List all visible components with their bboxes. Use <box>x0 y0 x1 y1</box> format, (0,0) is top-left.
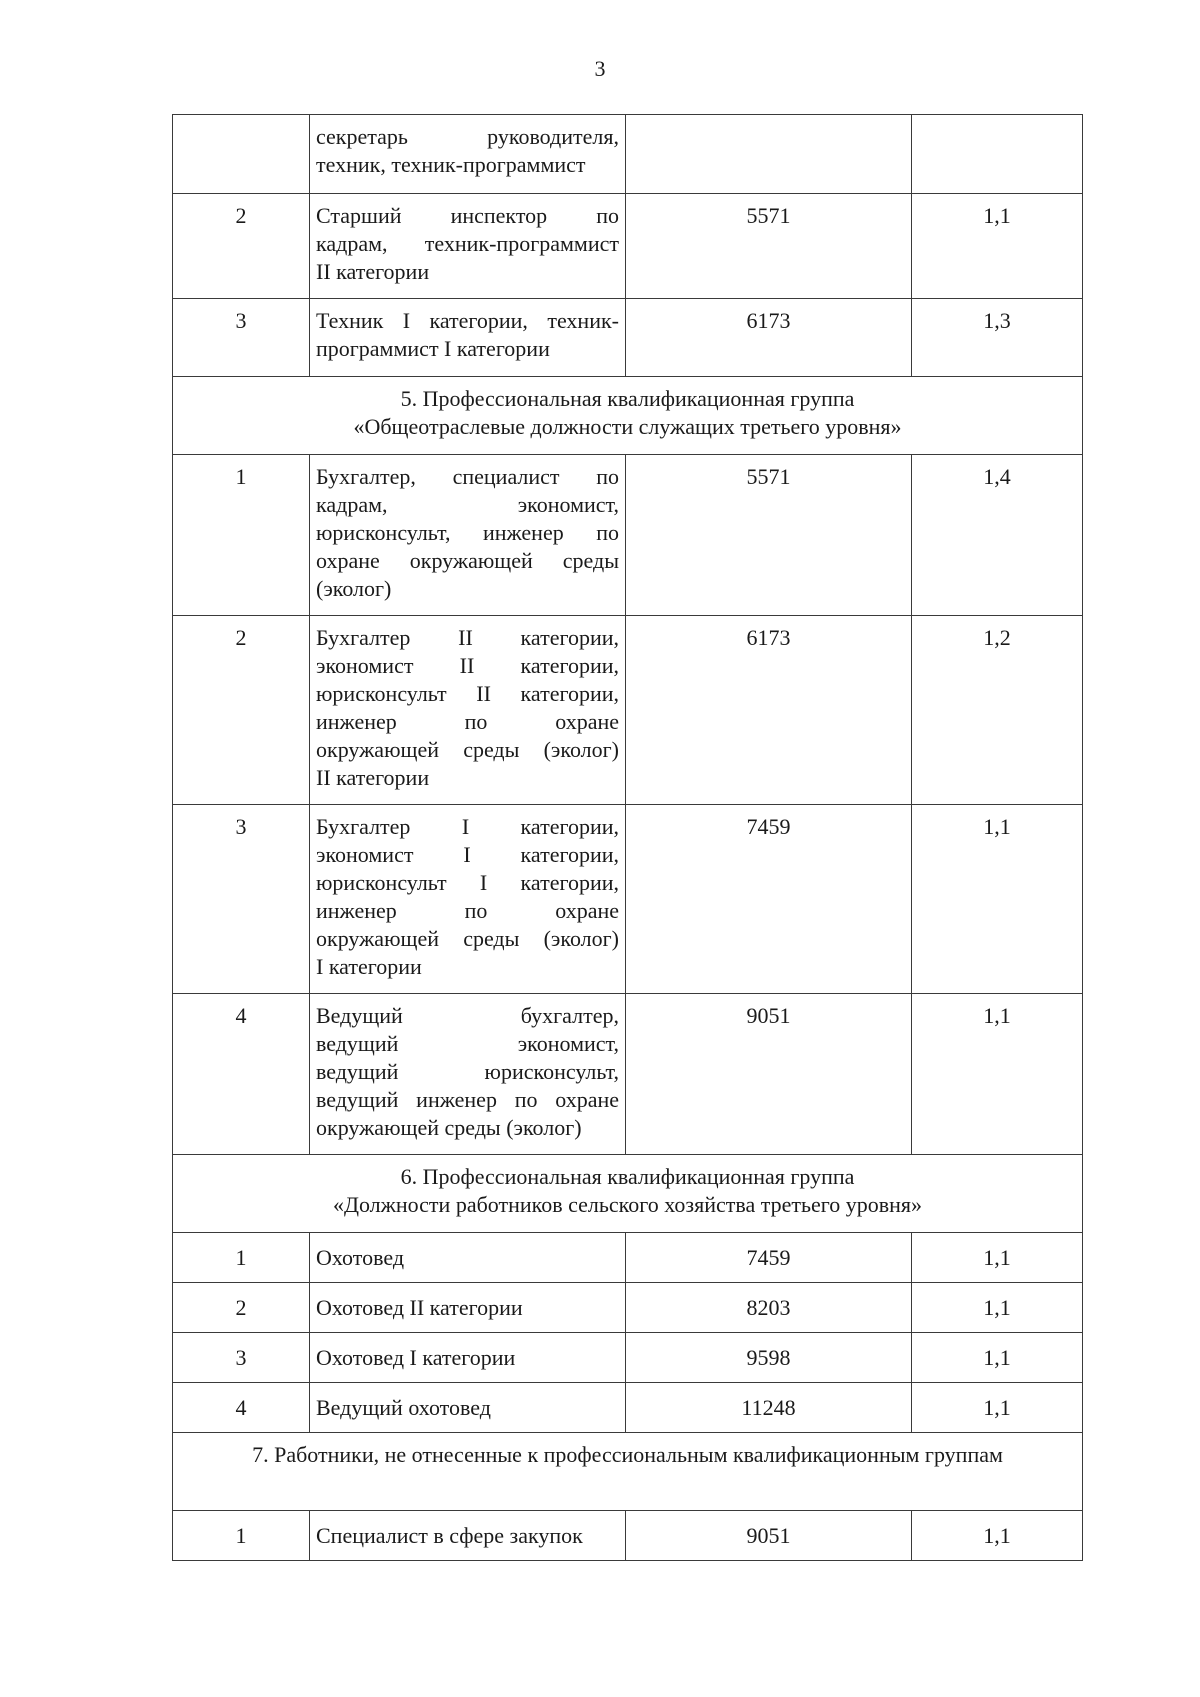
position-title-line: ведущий экономист, <box>316 1031 619 1056</box>
position-title-line: экономист I категории, <box>316 842 619 867</box>
coefficient <box>912 115 1083 194</box>
position-title-line: инженер по охране <box>316 709 619 734</box>
position-title-line: Бухгалтер II категории, <box>316 625 619 650</box>
position-title-line: кадрам, техник-программист <box>316 231 619 256</box>
position-title-line: Специалист в сфере закупок <box>316 1522 583 1548</box>
table-row <box>173 805 1083 994</box>
section-header-line: 6. Профессиональная квалификационная группа <box>400 1164 855 1189</box>
position-title <box>310 1233 626 1283</box>
coefficient: 1,1 <box>912 1233 1083 1283</box>
section-header-line: «Общеотраслевые должности служащих третьего уровня» <box>353 414 902 439</box>
row-number <box>173 115 310 194</box>
position-title-line: Бухгалтер, специалист по <box>316 464 619 489</box>
position-title-line: охране окружающей среды <box>316 548 619 573</box>
row-number: 1 <box>173 1511 310 1561</box>
row-number: 1 <box>173 455 310 616</box>
position-title-line: техник, техник-программист <box>316 152 586 177</box>
position-title <box>310 805 626 994</box>
row-number: 3 <box>173 299 310 377</box>
base-salary: 7459 <box>626 1233 912 1283</box>
base-salary: 9051 <box>626 994 912 1155</box>
position-title-line: экономист II категории, <box>316 653 619 678</box>
position-title <box>310 1333 626 1383</box>
table-row <box>173 115 1083 194</box>
position-title <box>310 1511 626 1561</box>
section-header-line: 5. Профессиональная квалификационная группа <box>400 386 855 411</box>
section-header-row <box>173 1155 1083 1233</box>
position-title-line: юрисконсульт II категории, <box>316 681 619 706</box>
table-row <box>173 994 1083 1155</box>
table-row <box>173 194 1083 299</box>
section-header <box>173 1155 1083 1233</box>
base-salary: 5571 <box>626 194 912 299</box>
position-title-line: инженер по охране <box>316 898 619 923</box>
section-header-line: «Должности работников сельского хозяйства третьего уровня» <box>332 1192 923 1217</box>
row-number: 2 <box>173 616 310 805</box>
position-title <box>310 994 626 1155</box>
coefficient: 1,4 <box>912 455 1083 616</box>
row-number: 3 <box>173 805 310 994</box>
page-number: 3 <box>594 56 606 81</box>
position-title-line: ведущий юрисконсульт, <box>316 1059 619 1084</box>
position-title-line: II категории <box>316 259 430 284</box>
position-title <box>310 616 626 805</box>
table-row <box>173 1333 1083 1383</box>
table-row <box>173 455 1083 616</box>
section-header <box>173 377 1083 455</box>
row-number: 2 <box>173 1283 310 1333</box>
section-header-line: 7. Работники, не отнесенные к профессиональным квалификационным группам <box>252 1442 1003 1467</box>
base-salary: 9598 <box>626 1333 912 1383</box>
table-row <box>173 1383 1083 1433</box>
position-title-line: Бухгалтер I категории, <box>316 814 619 839</box>
position-title-line: (эколог) <box>316 576 392 601</box>
position-title-line: II категории <box>316 765 430 790</box>
coefficient: 1,3 <box>912 299 1083 377</box>
position-title <box>310 299 626 377</box>
base-salary: 9051 <box>626 1511 912 1561</box>
table-row <box>173 1511 1083 1561</box>
table-row <box>173 299 1083 377</box>
position-title <box>310 1283 626 1333</box>
position-title <box>310 455 626 616</box>
section-header-row <box>173 377 1083 455</box>
section-header-row <box>173 1433 1083 1511</box>
row-number: 4 <box>173 994 310 1155</box>
position-title <box>310 1383 626 1433</box>
position-title-line: окружающей среды (эколог) <box>316 1115 582 1140</box>
position-title-line: окружающей среды (эколог) <box>316 737 619 762</box>
position-title-line: Ведущий бухгалтер, <box>316 1003 619 1028</box>
base-salary: 7459 <box>626 805 912 994</box>
base-salary: 6173 <box>626 299 912 377</box>
table-row <box>173 616 1083 805</box>
coefficient: 1,1 <box>912 1283 1083 1333</box>
position-title-line: юрисконсульт I категории, <box>316 870 619 895</box>
position-title-line: Охотовед II категории <box>316 1294 523 1320</box>
table-row <box>173 1233 1083 1283</box>
table-row <box>173 1283 1083 1333</box>
position-title-line: Охотовед <box>316 1244 405 1270</box>
base-salary: 8203 <box>626 1283 912 1333</box>
position-title-line: Ведущий охотовед <box>316 1394 491 1420</box>
row-number: 4 <box>173 1383 310 1433</box>
base-salary: 6173 <box>626 616 912 805</box>
row-number: 3 <box>173 1333 310 1383</box>
position-title-line: секретарь руководителя, <box>316 124 619 149</box>
position-title-line: Старший инспектор по <box>316 203 619 228</box>
position-title-line: программист I категории <box>316 336 550 361</box>
position-title-line: окружающей среды (эколог) <box>316 926 619 951</box>
base-salary: 5571 <box>626 455 912 616</box>
coefficient: 1,1 <box>912 994 1083 1155</box>
position-title-line: Техник I категории, техник- <box>316 308 619 333</box>
position-title <box>310 194 626 299</box>
coefficient: 1,1 <box>912 1511 1083 1561</box>
position-title-line: ведущий инженер по охране <box>316 1087 619 1112</box>
position-title <box>310 115 626 194</box>
row-number: 1 <box>173 1233 310 1283</box>
section-header <box>173 1433 1083 1511</box>
coefficient: 1,1 <box>912 1383 1083 1433</box>
coefficient: 1,2 <box>912 616 1083 805</box>
position-title-line: I категории <box>316 954 422 979</box>
coefficient: 1,1 <box>912 194 1083 299</box>
coefficient: 1,1 <box>912 1333 1083 1383</box>
base-salary: 11248 <box>626 1383 912 1433</box>
salary-table <box>172 114 1083 1561</box>
coefficient: 1,1 <box>912 805 1083 994</box>
position-title-line: юрисконсульт, инженер по <box>316 520 619 545</box>
row-number: 2 <box>173 194 310 299</box>
position-title-line: кадрам, экономист, <box>316 492 619 517</box>
base-salary <box>626 115 912 194</box>
position-title-line: Охотовед I категории <box>316 1344 516 1370</box>
